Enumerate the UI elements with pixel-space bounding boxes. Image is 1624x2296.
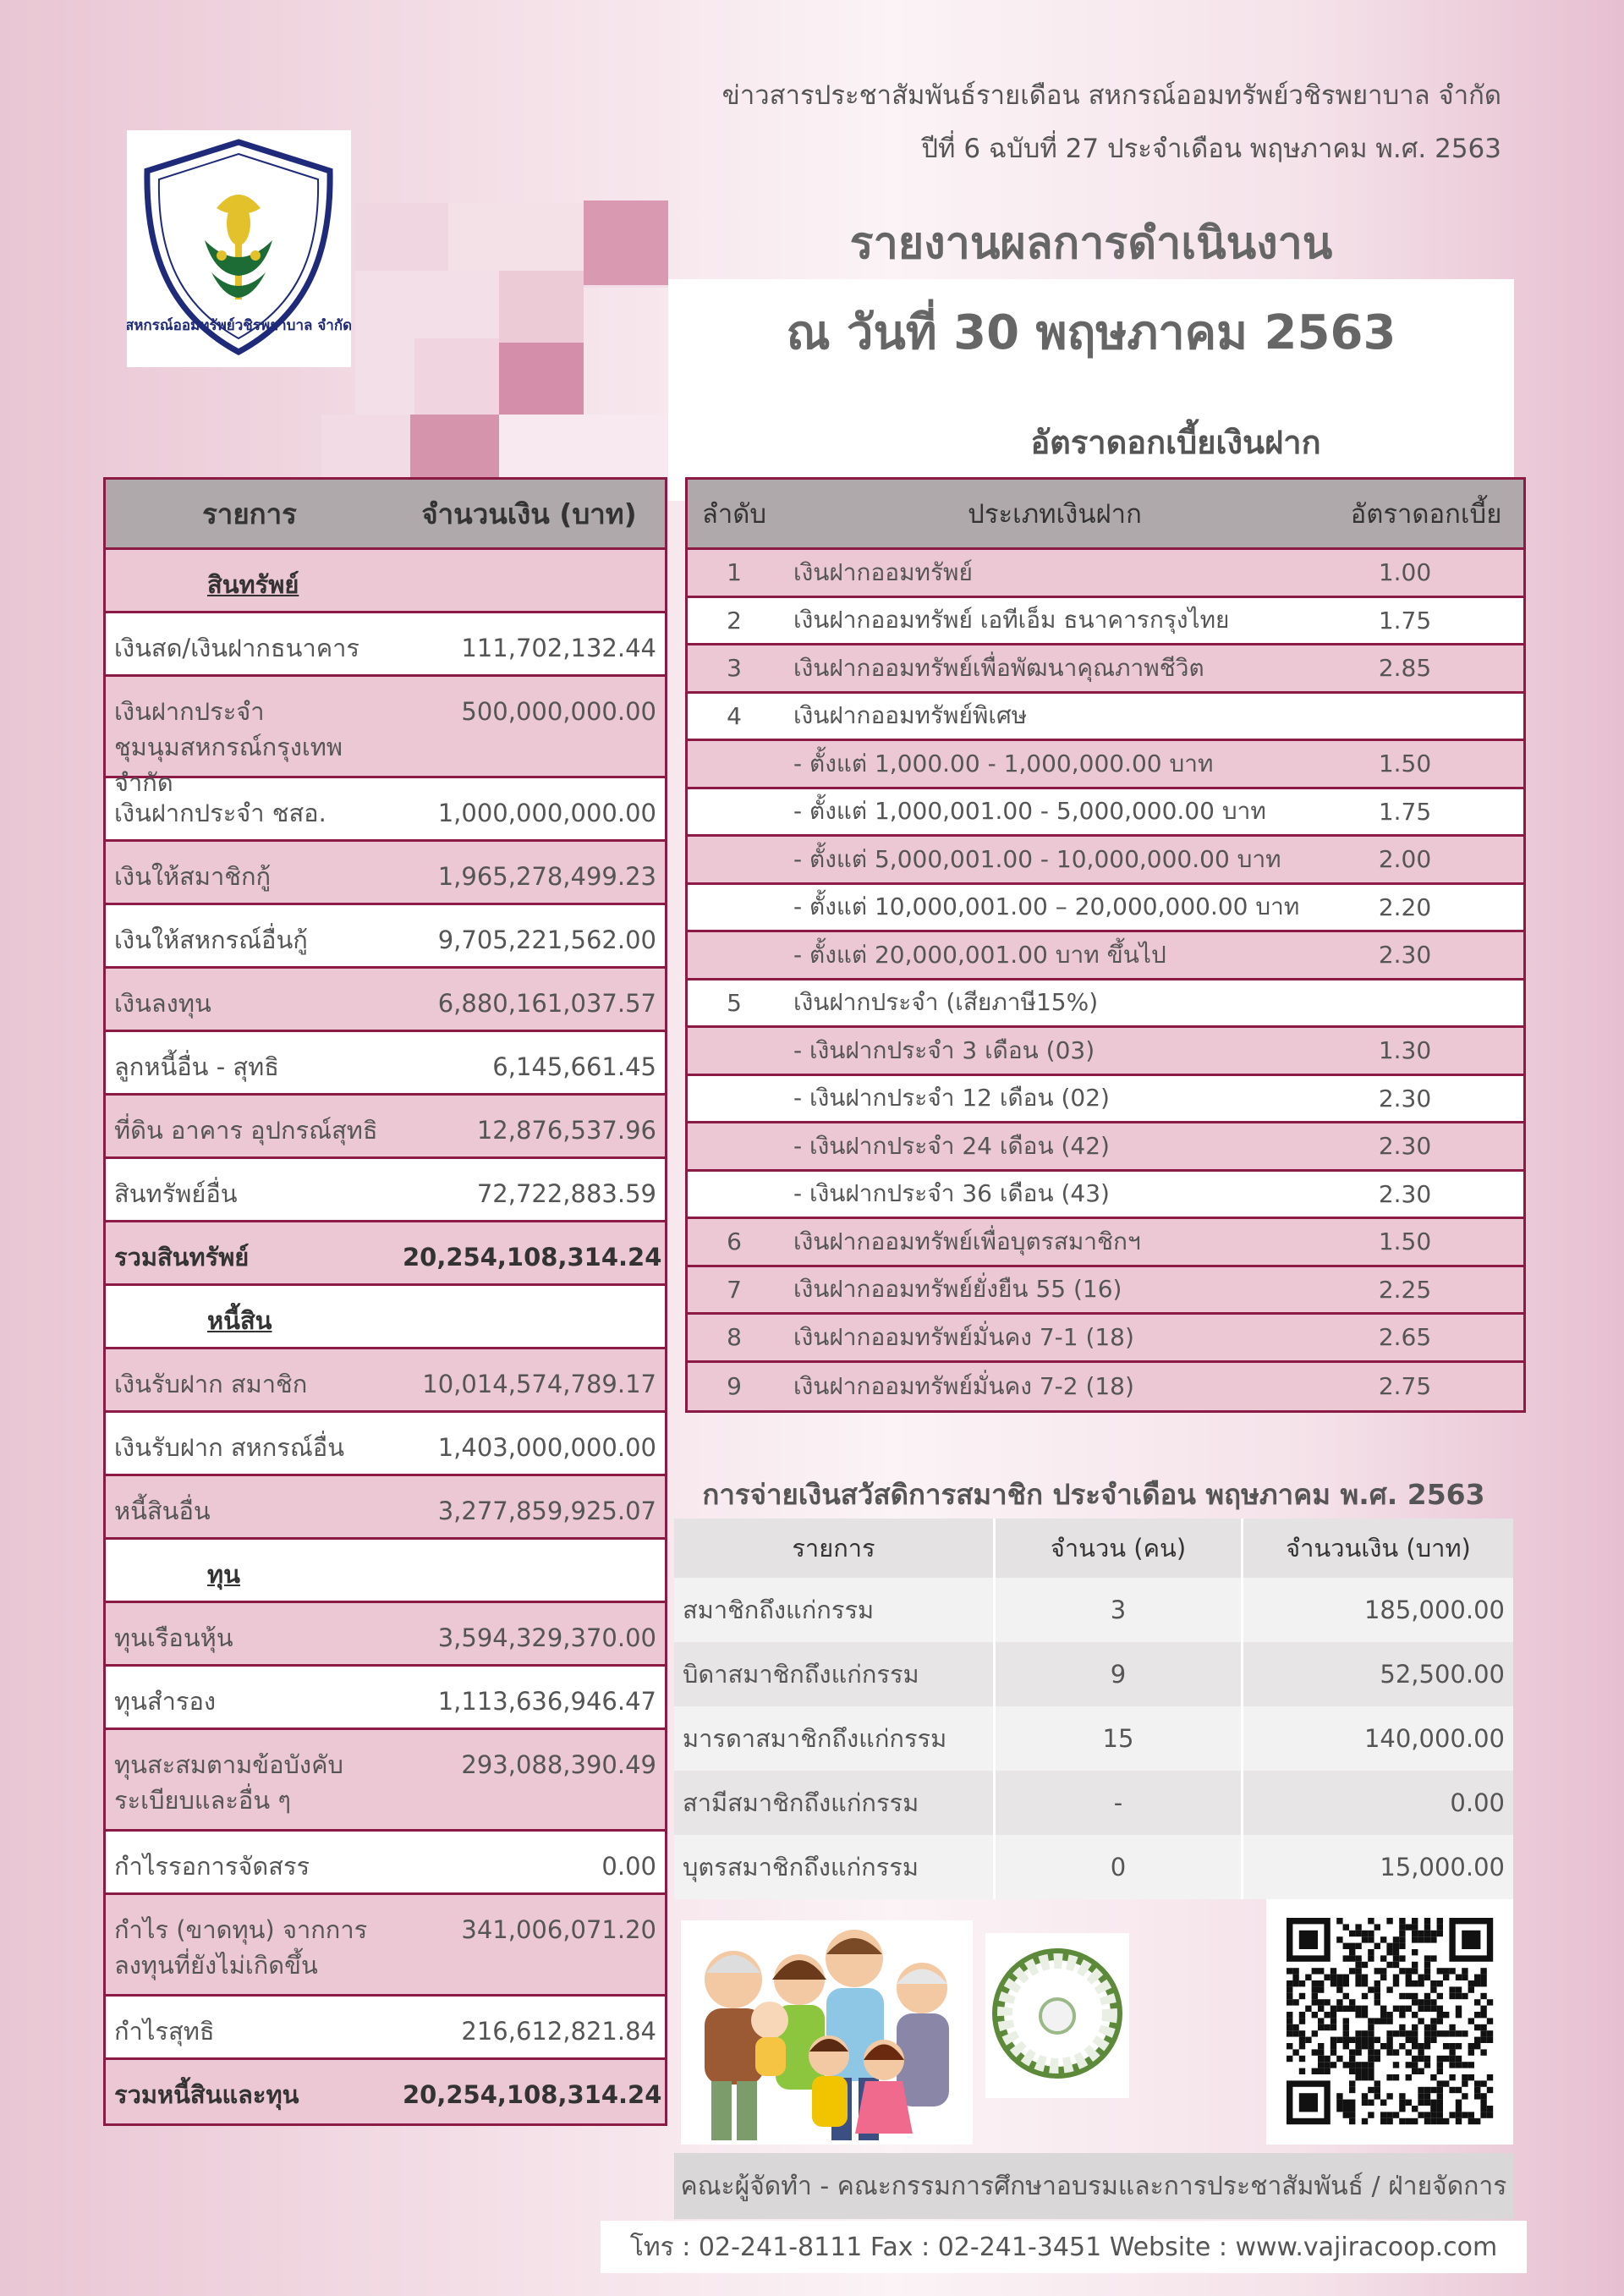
welfare-row-item: สมาชิกถึงแก่กรรม <box>674 1578 996 1642</box>
rate-row <box>688 598 1523 646</box>
rate-col-rate: อัตราดอกเบี้ย <box>1350 499 1502 530</box>
rate-row-type: - เงินฝากประจำ 12 เดือน (02) <box>793 1084 1110 1112</box>
rate-row-value: 2.30 <box>1378 941 1432 969</box>
balance-row <box>106 677 665 798</box>
balance-total-row <box>106 2060 665 2123</box>
balance-row-label: ลูกหนี้อื่น - สุทธิ <box>114 1052 279 1081</box>
rate-row-value: 1.75 <box>1378 606 1432 634</box>
rate-row-type: เงินฝากออมทรัพย์เพื่อพัฒนาคุณภาพชีวิต <box>793 653 1204 682</box>
balance-col-item: รายการ <box>202 497 297 530</box>
rate-row-no: 8 <box>727 1323 742 1352</box>
interest-rate-table <box>685 477 1526 1413</box>
rate-row <box>688 550 1523 598</box>
report-date: ณ วันที่ 30 พฤษภาคม 2563 <box>786 305 1396 360</box>
balance-row-amount: 9,705,221,562.00 <box>437 926 656 954</box>
balance-row-amount: 1,403,000,000.00 <box>437 1433 656 1462</box>
balance-row-amount: 12,876,537.96 <box>476 1116 656 1145</box>
rate-row-value: 2.65 <box>1378 1323 1432 1352</box>
welfare-row-count: - <box>996 1771 1243 1835</box>
rate-row <box>688 645 1523 694</box>
rate-row-value: 2.25 <box>1378 1275 1432 1304</box>
balance-row-label: กำไรรอการจัดสรร <box>114 1852 310 1881</box>
rate-row <box>688 932 1523 980</box>
rate-col-no: ลำดับ <box>701 499 767 530</box>
balance-row <box>106 613 665 677</box>
rate-row <box>688 885 1523 933</box>
rate-row-type: - ตั้งแต่ 10,000,001.00 – 20,000,000.00 บาท <box>793 893 1300 921</box>
rate-row-type: เงินฝากออมทรัพย์ยั่งยืน 55 (16) <box>793 1275 1122 1304</box>
balance-header <box>106 480 665 550</box>
welfare-col-count: จำนวน (คน) <box>996 1519 1243 1578</box>
balance-row-amount: 10,014,574,789.17 <box>422 1370 656 1398</box>
welfare-row-amount: 52,500.00 <box>1380 1660 1505 1689</box>
balance-row <box>106 1667 665 1730</box>
welfare-row-count: 9 <box>996 1642 1243 1706</box>
balance-row <box>106 1895 665 1997</box>
rate-row-value: 1.75 <box>1378 797 1432 826</box>
balance-row-label: เงินให้สมาชิกกู้ <box>114 862 272 891</box>
balance-row <box>106 1032 665 1096</box>
rate-row-type: เงินฝากออมทรัพย์ <box>793 558 973 586</box>
balance-row-label: เงินสด/เงินฝากธนาคาร <box>114 634 359 662</box>
rate-row-value: 2.30 <box>1378 1084 1432 1112</box>
balance-row-label: ทุนเรือนหุ้น <box>114 1623 233 1652</box>
balance-row <box>106 1832 665 1895</box>
rate-row-type: - เงินฝากประจำ 3 เดือน (03) <box>793 1035 1095 1064</box>
balance-row-label: เงินฝากประจำ ชสอ. <box>114 799 326 827</box>
balance-row-amount: 6,145,661.45 <box>492 1052 656 1081</box>
balance-row-amount: 1,113,636,946.47 <box>437 1687 656 1716</box>
balance-row-amount: 72,722,883.59 <box>476 1179 656 1208</box>
balance-row-label: เงินลงทุน <box>114 989 211 1018</box>
credit-line: คณะผู้จัดทำ - คณะกรรมการศึกษาอบรมและการประชาสัมพันธ์ / ฝ่ายจัดการ <box>674 2153 1513 2219</box>
rate-row-value: 2.85 <box>1378 654 1432 683</box>
balance-row-amount: 0.00 <box>601 1852 656 1881</box>
welfare-row <box>674 1706 1513 1771</box>
rate-row-value: 2.30 <box>1378 1132 1432 1161</box>
balance-row-amount: 6,880,161,037.57 <box>437 989 656 1018</box>
welfare-row-count: 3 <box>996 1578 1243 1642</box>
rate-row-no: 2 <box>727 606 742 634</box>
rate-row-type: เงินฝากออมทรัพย์พิเศษ <box>793 701 1028 730</box>
rate-col-type: ประเภทเงินฝาก <box>968 499 1142 530</box>
welfare-row-item: สามีสมาชิกถึงแก่กรรม <box>674 1771 996 1835</box>
balance-row <box>106 1476 665 1540</box>
welfare-header <box>674 1519 1513 1578</box>
balance-row-amount: 3,594,329,370.00 <box>437 1623 656 1652</box>
rate-row <box>688 837 1523 885</box>
balance-row-label: สินทรัพย์ <box>207 570 299 599</box>
balance-row <box>106 1730 665 1832</box>
welfare-row-count: 15 <box>996 1706 1243 1771</box>
rate-row-value: 1.30 <box>1378 1036 1432 1065</box>
balance-total-row <box>106 1222 665 1286</box>
balance-row-label: หนี้สิน <box>207 1306 272 1335</box>
balance-row-label: สินทรัพย์อื่น <box>114 1179 238 1208</box>
rate-row-value: 2.30 <box>1378 1179 1432 1208</box>
welfare-row-item: มารดาสมาชิกถึงแก่กรรม <box>674 1706 996 1771</box>
rate-row <box>688 980 1523 1029</box>
rate-row-no: 9 <box>727 1372 742 1401</box>
balance-row <box>106 969 665 1032</box>
rate-header <box>688 480 1523 550</box>
balance-section-row <box>106 1286 665 1349</box>
contact-line[interactable]: โทร : 02-241-8111 Fax : 02-241-3451 Website : www.vajiracoop.com <box>601 2221 1527 2273</box>
balance-row <box>106 1349 665 1413</box>
rate-row <box>688 789 1523 838</box>
balance-row-label: ทุน <box>207 1560 240 1589</box>
balance-row-label: รวมสินทรัพย์ <box>114 1243 250 1272</box>
rate-row <box>688 694 1523 742</box>
balance-row-label: เงินรับฝาก สมาชิก <box>114 1370 308 1398</box>
welfare-row-item: บุตรสมาชิกถึงแก่กรรม <box>674 1835 996 1899</box>
rate-row-type: - ตั้งแต่ 20,000,001.00 บาท ขึ้นไป <box>793 940 1166 969</box>
welfare-row-item: บิดาสมาชิกถึงแก่กรรม <box>674 1642 996 1706</box>
rate-row-type: เงินฝากออมทรัพย์มั่นคง 7-1 (18) <box>793 1322 1134 1351</box>
newsletter-line: ข่าวสารประชาสัมพันธ์รายเดือน สหกรณ์ออมทรัพย์วชิรพยาบาล จำกัด <box>721 80 1501 111</box>
balance-row-label: ทุนสำรอง <box>114 1687 217 1716</box>
report-title: รายงานผลการดำเนินงาน <box>849 218 1333 269</box>
rate-row-type: - ตั้งแต่ 5,000,001.00 - 10,000,000.00 บาท <box>793 844 1281 873</box>
rate-row <box>688 1219 1523 1267</box>
welfare-row <box>674 1642 1513 1706</box>
issue-line: ปีที่ 6 ฉบับที่ 27 ประจำเดือน พฤษภาคม พ.ศ. 2563 <box>921 134 1501 164</box>
welfare-row <box>674 1578 1513 1642</box>
balance-row-amount: 3,277,859,925.07 <box>437 1497 656 1525</box>
balance-row-amount: 20,254,108,314.24 <box>403 1243 662 1272</box>
logo-text: สหกรณ์ออมทรัพย์วชิรพยาบาล จำกัด <box>127 317 351 334</box>
welfare-title: การจ่ายเงินสวัสดิการสมาชิก ประจำเดือน พฤษภาคม พ.ศ. 2563 <box>702 1478 1485 1511</box>
rate-row-value: 2.20 <box>1378 893 1432 921</box>
balance-row-label: รวมหนี้สินและทุน <box>114 2080 299 2109</box>
rate-row-type: เงินฝากออมทรัพย์มั่นคง 7-2 (18) <box>793 1371 1134 1400</box>
rate-row-value: 1.00 <box>1378 558 1432 587</box>
balance-row-label: กำไร (ขาดทุน) จากการ ลงทุนที่ยังไม่เกิดขึ้น <box>114 1915 368 1980</box>
rate-row-type: เงินฝากประจำ (เสียภาษี15%) <box>793 988 1099 1017</box>
balance-row-amount: 1,000,000,000.00 <box>437 799 656 827</box>
balance-row-amount: 500,000,000.00 <box>461 697 656 726</box>
balance-row <box>106 1413 665 1476</box>
rate-row-no: 4 <box>727 701 742 730</box>
rate-row-value: 1.50 <box>1378 750 1432 778</box>
balance-row-label: กำไรสุทธิ <box>114 2017 215 2046</box>
rate-row-no: 1 <box>727 558 742 587</box>
balance-row <box>106 1603 665 1667</box>
balance-row-label: ทุนสะสมตามข้อบังคับ ระเบียบและอื่น ๆ <box>114 1750 343 1815</box>
welfare-row-amount: 140,000.00 <box>1363 1724 1505 1753</box>
rate-row <box>688 1267 1523 1316</box>
balance-row-amount: 111,702,132.44 <box>461 634 656 662</box>
welfare-row-amount: 185,000.00 <box>1363 1596 1505 1624</box>
rate-row <box>688 1123 1523 1172</box>
rate-row-type: เงินฝากออมทรัพย์ เอทีเอ็ม ธนาคารกรุงไทย <box>793 606 1230 634</box>
balance-row-amount: 20,254,108,314.24 <box>403 2080 662 2109</box>
balance-row <box>106 1997 665 2060</box>
rate-row-type: - ตั้งแต่ 1,000,001.00 - 5,000,000.00 บาท <box>793 797 1266 826</box>
balance-row-amount: 293,088,390.49 <box>461 1750 656 1779</box>
qr-code[interactable] <box>1266 1899 1513 2145</box>
balance-row-label: ที่ดิน อาคาร อุปกรณ์สุทธิ <box>114 1116 378 1145</box>
rate-row-no: 6 <box>727 1228 742 1256</box>
rate-row-value: 2.75 <box>1378 1372 1432 1401</box>
balance-row-label: เงินฝากประจำ ชุมนุมสหกรณ์กรุงเทพ จำกัด <box>114 697 343 798</box>
balance-row-label: หนี้สินอื่น <box>114 1497 211 1525</box>
rate-row <box>688 741 1523 789</box>
balance-row-amount: 216,612,821.84 <box>461 2017 656 2046</box>
rate-row-no: 7 <box>727 1275 742 1304</box>
balance-section-row <box>106 550 665 613</box>
welfare-col-item: รายการ <box>674 1519 996 1578</box>
rate-row <box>688 1315 1523 1363</box>
rate-row <box>688 1076 1523 1124</box>
balance-section-row <box>106 1540 665 1603</box>
balance-row-amount: 341,006,071.20 <box>461 1915 656 1944</box>
welfare-row-amount: 0.00 <box>1450 1788 1505 1817</box>
balance-col-amount: จำนวนเงิน (บาท) <box>421 497 637 530</box>
rate-row-value: 1.50 <box>1378 1228 1432 1256</box>
balance-row-amount: 1,965,278,499.23 <box>437 862 656 891</box>
balance-row <box>106 905 665 969</box>
welfare-row-count: 0 <box>996 1835 1243 1899</box>
welfare-row-amount: 15,000.00 <box>1380 1853 1505 1881</box>
balance-row <box>106 842 665 905</box>
rate-row-no: 5 <box>727 988 742 1017</box>
wreath-icon <box>985 1933 1129 2098</box>
welfare-row <box>674 1835 1513 1899</box>
balance-row <box>106 1159 665 1222</box>
welfare-row <box>674 1771 1513 1835</box>
rate-table-title: อัตราดอกเบี้ยเงินฝาก <box>1030 424 1321 461</box>
balance-row <box>106 778 665 842</box>
coop-logo <box>127 130 351 367</box>
rate-row <box>688 1028 1523 1076</box>
balance-row-label: เงินรับฝาก สหกรณ์อื่น <box>114 1433 345 1462</box>
rate-row-no: 3 <box>727 654 742 683</box>
rate-row-type: - เงินฝากประจำ 24 เดือน (42) <box>793 1131 1110 1160</box>
rate-row-type: - เงินฝากประจำ 36 เดือน (43) <box>793 1179 1110 1208</box>
rate-row-value: 2.00 <box>1378 845 1432 874</box>
welfare-col-amount: จำนวนเงิน (บาท) <box>1286 1534 1471 1563</box>
family-illustration <box>681 1920 973 2145</box>
welfare-table <box>674 1519 1513 1899</box>
rate-row <box>688 1363 1523 1411</box>
balance-sheet-table <box>103 477 667 2126</box>
balance-row-label: เงินให้สหกรณ์อื่นกู้ <box>114 926 308 954</box>
rate-row <box>688 1172 1523 1220</box>
rate-row-type: - ตั้งแต่ 1,000.00 - 1,000,000.00 บาท <box>793 749 1214 777</box>
balance-row <box>106 1096 665 1159</box>
rate-row-type: เงินฝากออมทรัพย์เพื่อบุตรสมาชิกฯ <box>793 1227 1141 1255</box>
